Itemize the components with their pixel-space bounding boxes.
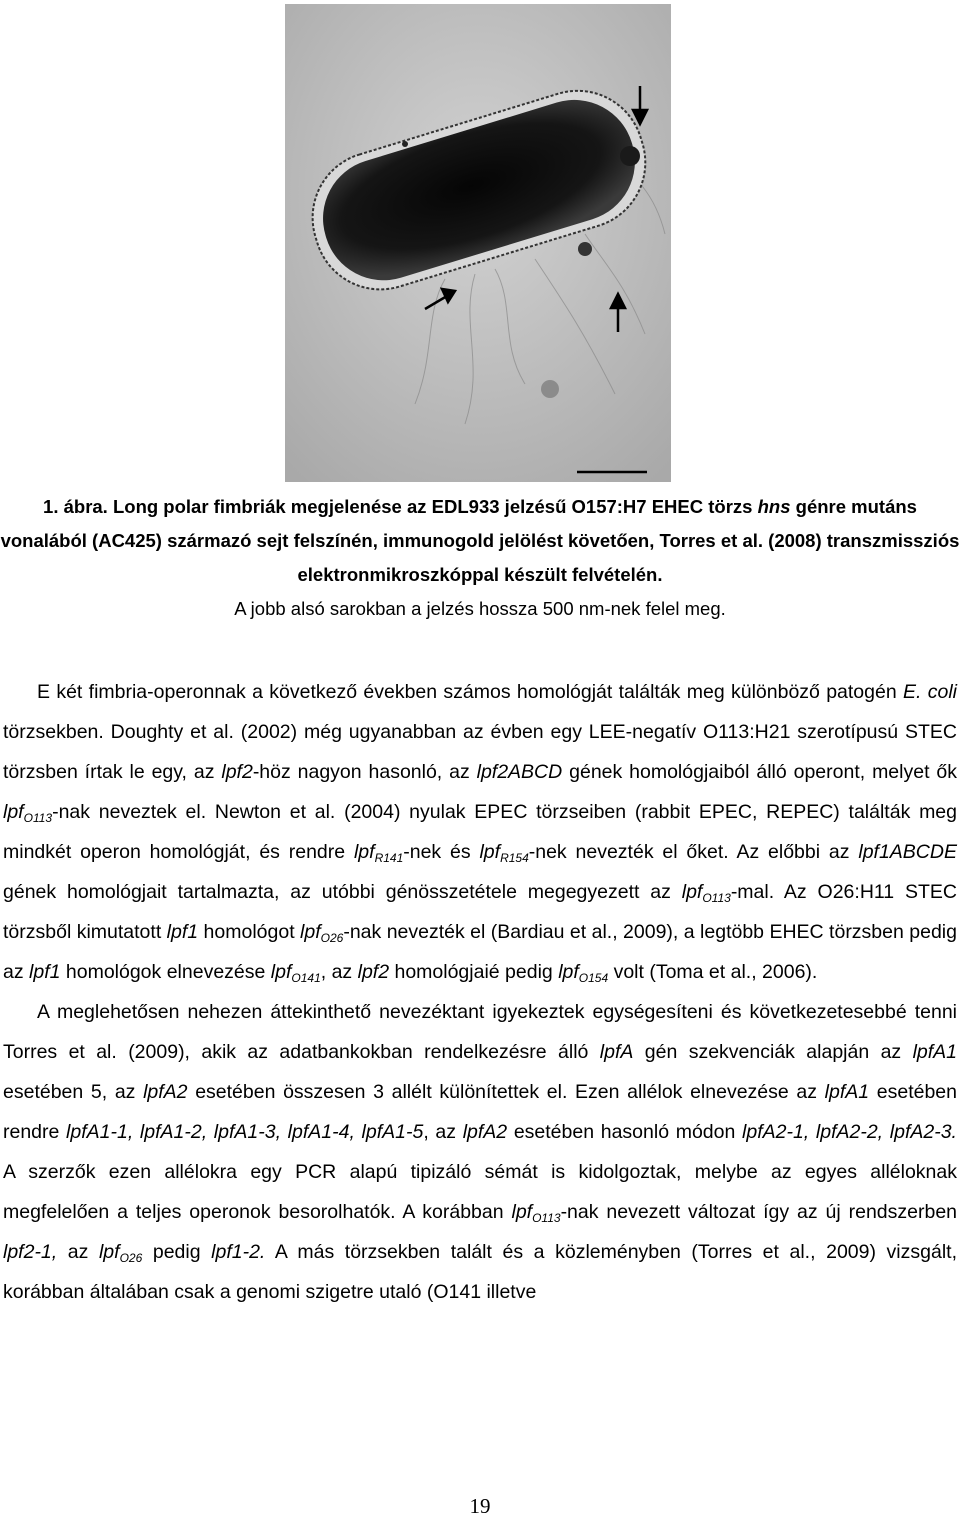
gold-cluster [541,380,559,398]
figure-caption [0,490,960,626]
gold-cluster [578,242,592,256]
caption-label: 1. ábra. [43,496,108,517]
gold-cluster [620,146,640,166]
page-number: 19 [469,1494,491,1518]
paragraph-2: A meglehetősen nehezen áttekinthető nevezéktant igyekeztek egységesíteni és következetesebbé tenni Torres et al. (2009), akik az adatbankokban rendelkezésre álló lpfA gén szekvenciák alapján az lpfA1 esetében 5, az lpfA2 esetében összesen 3 allélt különítettek el. Ezen allélok elnevezése az lpfA1 esetében rendre lpfA1-1, lpfA1-2, lpfA1-3, lpfA1-4, lpfA1-5, az lpfA2 esetében hasonló módon lpfA2-1, lpfA2-2, lpfA2-3. A szerzők ezen allélokra egy PCR alapú tipizáló sémát is kidolgoztak, melybe az egyes alléloknak megfelelően a teljes operonok besorolhatók. A korábban lpf$_{O113}$-nak nevezett változat így az új rendszerben lpf2-1, az lpf$_{O26}$ pedig lpf1-2. A más törzsekben talált és a közleményben (Torres et al., 2009) vizsgált, korábban általában csak a genomi szigetre utaló (O141 illetve [3,1001,958,1303]
paragraph-1: E két fimbria-operonnak a következő években számos homológját találták meg különböző patogén E. coli törzsekben. Doughty et al. (2002) még ugyanabban az évben egy LEE-negatív O113:H21 szerotípusú STEC törzsben írtak le egy, az lpf2-höz nagyon hasonló, az lpf2ABCD gének homológjaiból álló operont, melyet ők lpf$_{O113}$-nak neveztek el. Newton et al. (2004) nyulak EPEC törzseiben (rabbit EPEC, REPEC) találták meg mindkét operon homológját, és rendre lpf$_{R141}$-nek és lpf$_{R154}$-nek nevezték el őket. Az előbbi az lpf1ABCDE gének homológjait tartalmazta, az utóbbi génösszetétele megegyezett az lpf$_{O113}$-mal. Az O26:H11 STEC törzsből kimutatott lpf1 homológot lpf$_{O26}$-nak nevezték el (Bardiau et al., 2009), a legtöbb EHEC törzsben pedig az lpf1 homológok elnevezése lpf$_{O141}$, az lpf2 homológjaié pedig lpf$_{O154}$ volt (Toma et al., 2006). [3,681,958,985]
caption-main: 1. ábra. Long polar fimbriák megjelenése az EDL933 jelzésű O157:H7 EHEC törzs hns génre mutáns vonalából (AC425) származó sejt felszínén, immunogold jelölést követően, Torres et al. (2008) transzmissziós elektronmikroszkóppal készült felvételén. [0,496,960,585]
micrograph-svg [285,4,671,482]
gold-cluster [402,141,408,147]
body-text [3,672,957,1312]
tem-micrograph [285,4,671,482]
caption-scale-note: A jobb alsó sarokban a jelzés hossza 500 nm-nek felel meg. [234,598,726,619]
